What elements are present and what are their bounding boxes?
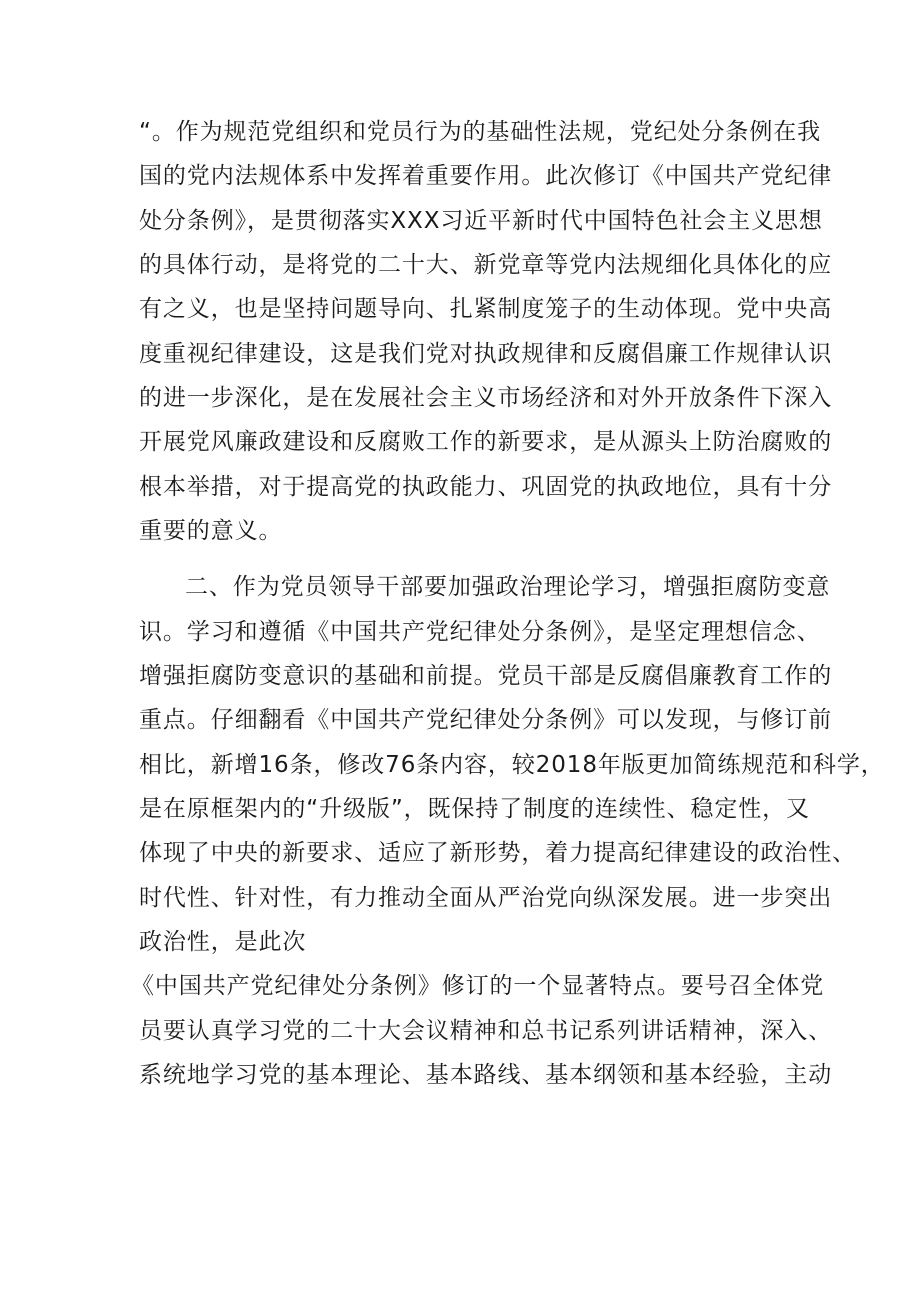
paragraph-3-line-1: 《中国共产党纪律处分条例》修订的一个显著特点。要号召全体党 (131, 973, 825, 999)
paragraph-2-line-1: 二、作为党员领导干部要加强政治理论学习，增强拒腐防变意 (185, 574, 831, 600)
paragraph-1-line-2: 国的党内法规体系中发挥着重要作用。此次修订《中国共产党纪律 (139, 163, 833, 189)
paragraph-2-line-8: 时代性、针对性，有力推动全面从严治党向纵深发展。进一步突出 (139, 885, 833, 911)
paragraph-1-line-1: “。作为规范党组织和党员行为的基础性法规，党纪处分条例在我 (139, 119, 822, 145)
paragraph-2-line-3: 增强拒腐防变意识的基础和前提。党员干部是反腐倡廉教育工作的 (139, 663, 833, 689)
paragraph-2-line-5: 相比，新增16条，修改76条内容，较2018年版更加简练规范和科学， (139, 752, 885, 778)
paragraph-1-line-7: 的进一步深化，是在发展社会主义市场经济和对外开放条件下深入 (139, 385, 833, 411)
paragraph-2-line-7: 体现了中央的新要求、适应了新形势，着力提高纪律建设的政治性、 (139, 840, 856, 866)
paragraph-1-line-10: 重要的意义。 (139, 518, 283, 544)
paragraph-3-line-3: 系统地学习党的基本理论、基本路线、基本纲领和基本经验，主动 (139, 1062, 833, 1088)
paragraph-1-line-4: 的具体行动，是将党的二十大、新党章等党内法规细化具体化的应 (139, 252, 833, 278)
paragraph-2-line-4: 重点。仔细翻看《中国共产党纪律处分条例》可以发现，与修订前 (139, 707, 833, 733)
paragraph-2-line-2: 识。学习和遵循《中国共产党纪律处分条例》，是坚定理想信念、 (139, 619, 821, 645)
paragraph-1-line-8: 开展党风廉政建设和反腐败工作的新要求，是从源头上防治腐败的 (139, 429, 833, 455)
paragraph-1-line-6: 度重视纪律建设，这是我们党对执政规律和反腐倡廉工作规律认识 (139, 341, 833, 367)
paragraph-3-line-2: 员要认真学习党的二十大会议精神和总书记系列讲话精神，深入、 (139, 1018, 833, 1044)
paragraph-1-line-5: 有之义，也是坚持问题导向、扎紧制度笼子的生动体现。党中央高 (139, 296, 833, 322)
paragraph-2-line-6: 是在原框架内的“升级版”，既保持了制度的连续性、稳定性，又 (139, 796, 810, 822)
paragraph-1-line-3: 处分条例》，是贯彻落实XXX习近平新时代中国特色社会主义思想 (139, 208, 823, 234)
paragraph-1-line-9: 根本举措，对于提高党的执政能力、巩固党的执政地位，具有十分 (139, 474, 833, 500)
paragraph-2-line-9: 政治性，是此次 (139, 929, 307, 955)
